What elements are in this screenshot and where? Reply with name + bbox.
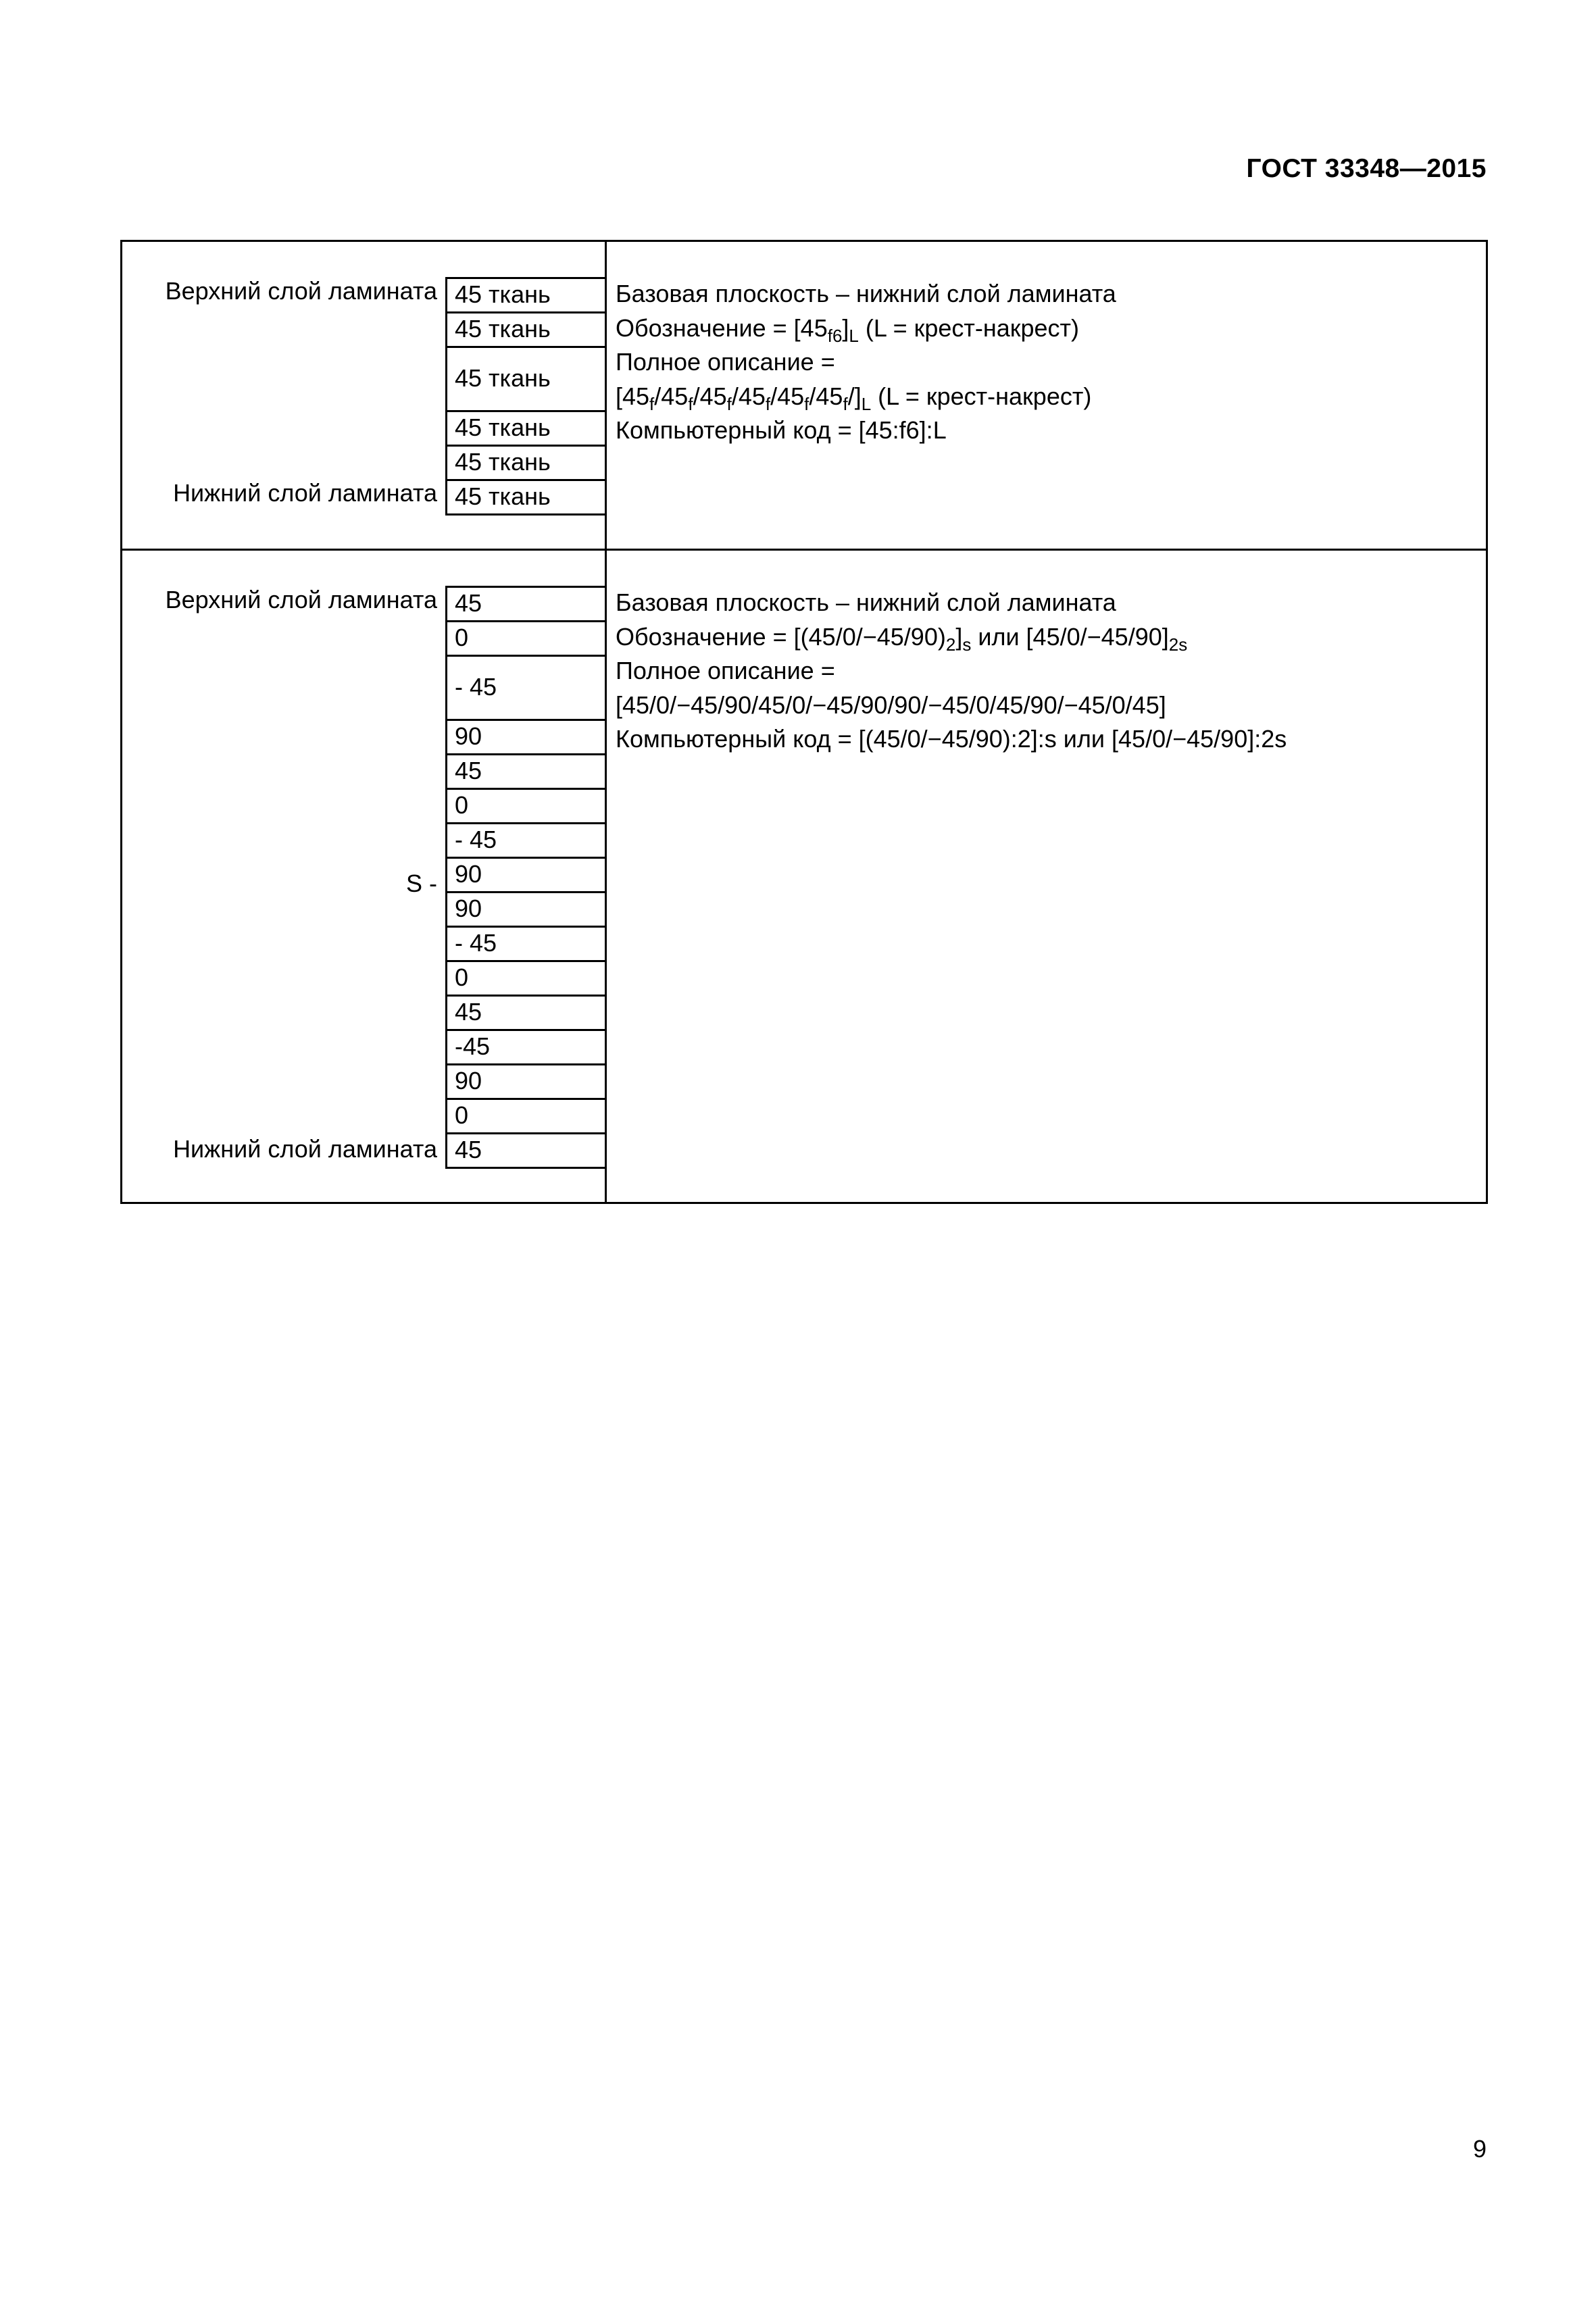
document-standard-number: ГОСТ 33348—2015 (1246, 154, 1487, 183)
ply: 45 (447, 755, 605, 790)
symmetry-label: S - (405, 870, 437, 897)
ply: 90 (447, 721, 605, 755)
top-layer-label: Верхний слой ламината (165, 277, 437, 305)
ply: - 45 (447, 657, 605, 721)
full-description-label: Полное описание = (616, 657, 835, 685)
ply: 45 ткань (447, 313, 605, 348)
full-description-label: Полное описание = (616, 348, 835, 376)
base-plane-text: Базовая плоскость – нижний слой ламината (616, 588, 1116, 616)
example-row-2 (122, 550, 1487, 1203)
description-cell-2 (606, 550, 1487, 1203)
layup-diagram-1 (122, 242, 605, 549)
laminate-examples-table (120, 240, 1488, 1204)
example-row-1 (122, 241, 1487, 550)
ply: 90 (447, 893, 605, 928)
base-plane-text: Базовая плоскость – нижний слой ламината (616, 280, 1116, 307)
ply: - 45 (447, 928, 605, 962)
top-layer-label: Верхний слой ламината (165, 586, 437, 613)
description-2 (607, 551, 1486, 757)
full-description-text: $[45_f/45_f/45_f/45_f/45_f/45_f/]_L$ (L = крест-накрест) (616, 382, 1092, 414)
layup-diagram-2 (122, 551, 605, 1202)
page-number: 9 (1472, 2135, 1487, 2163)
description-1 (607, 242, 1486, 448)
ply-stack-1 (445, 277, 605, 515)
computer-code-text: Компьютерный код = [(45/0/−45/90):2]:s или [45/0/−45/90]:2s (616, 725, 1287, 753)
designation-text: Обозначение = $[(45/0/-45/90)_2]_s$ или $[45/0/-45/90]_{2s}$ (616, 622, 1188, 655)
ply: 45 (447, 588, 605, 622)
computer-code-text: Компьютерный код = [45:f6]:L (616, 416, 947, 445)
ply: 45 ткань (447, 279, 605, 313)
ply: 45 (447, 997, 605, 1031)
ply: 45 ткань (447, 412, 605, 447)
ply: - 45 (447, 824, 605, 859)
ply: 0 (447, 962, 605, 997)
ply: 45 ткань (447, 481, 605, 515)
ply: 0 (447, 1100, 605, 1134)
ply-stack-2 (445, 586, 605, 1169)
designation-text: Обозначение = $[45_{f6}]_L$ (L = крест-накрест) (616, 313, 1080, 346)
ply: 45 ткань (447, 447, 605, 481)
ply: 0 (447, 622, 605, 657)
bottom-layer-label: Нижний слой ламината (173, 479, 437, 507)
ply: 90 (447, 1065, 605, 1100)
layup-cell-2 (122, 550, 606, 1203)
ply: 45 (447, 1134, 605, 1169)
ply: 90 (447, 859, 605, 893)
ply: -45 (447, 1031, 605, 1065)
layup-cell-1 (122, 241, 606, 550)
full-description-text: [45/0/−45/90/45/0/−45/90/90/−45/0/45/90/−45/0/45] (616, 690, 1166, 719)
description-cell-1 (606, 241, 1487, 550)
ply: 45 ткань (447, 348, 605, 412)
bottom-layer-label: Нижний слой ламината (173, 1135, 437, 1163)
ply: 0 (447, 790, 605, 824)
